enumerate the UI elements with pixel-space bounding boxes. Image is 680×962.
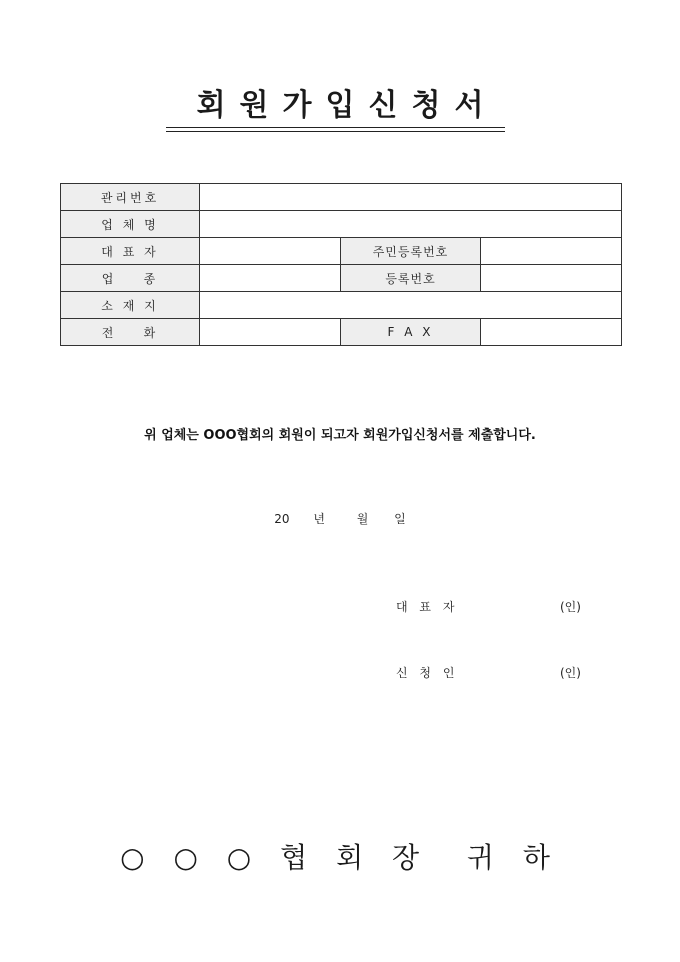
field-address[interactable] <box>200 292 622 319</box>
table-row-address <box>61 292 622 319</box>
addressee: ○ ○ ○ 협 회 장 귀 하 <box>120 841 560 874</box>
field-management-number[interactable] <box>200 184 622 211</box>
applicant-seal: (인) <box>560 666 581 680</box>
table-row-phone <box>61 319 622 346</box>
document-title: 회원가입신청서 <box>196 88 498 123</box>
label-company-name: 업 체 명 <box>61 211 200 238</box>
registration-table <box>60 183 622 346</box>
field-resident-number[interactable] <box>481 238 622 265</box>
representative-label: 대 표 자 <box>396 600 459 614</box>
table-row-management-number <box>61 184 622 211</box>
field-representative[interactable] <box>200 238 341 265</box>
table-row-business-type <box>61 265 622 292</box>
label-address: 소 재 지 <box>61 292 200 319</box>
table-row-company-name <box>61 211 622 238</box>
title-underline-thin <box>166 131 505 132</box>
label-registration-number: 등록번호 <box>341 265 481 292</box>
date-line <box>0 510 680 527</box>
date-day-unit: 일 <box>394 512 406 526</box>
table-row-representative <box>61 238 622 265</box>
label-business-type: 업 종 <box>61 265 200 292</box>
applicant-label: 신 청 인 <box>396 666 459 680</box>
label-resident-number: 주민등록번호 <box>341 238 481 265</box>
label-management-number: 관리번호 <box>61 184 200 211</box>
field-registration-number[interactable] <box>481 265 622 292</box>
label-representative: 대 표 자 <box>61 238 200 265</box>
application-statement: 위 업체는 OOO협회의 회원이 되고자 회원가입신청서를 제출합니다. <box>144 428 536 443</box>
field-business-type[interactable] <box>200 265 341 292</box>
field-phone[interactable] <box>200 319 341 346</box>
title-underline-thick <box>166 127 505 128</box>
field-fax[interactable] <box>481 319 622 346</box>
date-month-unit: 월 <box>356 512 369 526</box>
field-company-name[interactable] <box>200 211 622 238</box>
label-phone: 전 화 <box>61 319 200 346</box>
date-year-prefix: 20 <box>274 512 290 526</box>
representative-seal: (인) <box>560 600 581 614</box>
date-year-unit: 년 <box>313 512 325 526</box>
title-block <box>0 86 680 126</box>
label-fax: F A X <box>341 319 481 346</box>
